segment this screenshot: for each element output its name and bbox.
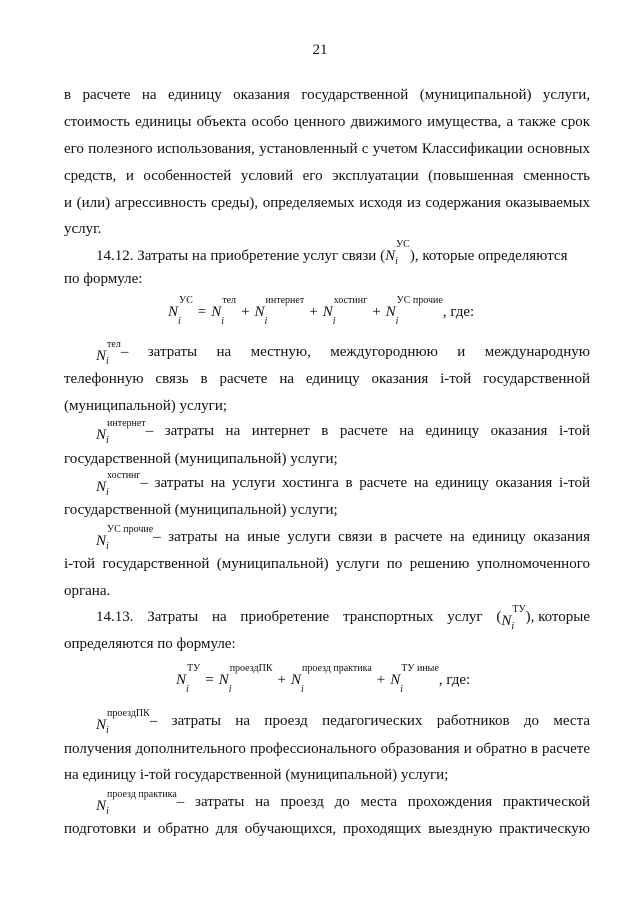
paragraph-line: по формуле: — [64, 271, 143, 287]
page-number: 21 — [312, 42, 328, 58]
paragraph-line: телефонную связь в расчете на единицу оказания i-той государственной — [64, 371, 590, 387]
paragraph-line: услуг. — [64, 221, 102, 237]
formula-symbol: $N^{УС}$ i — [385, 239, 410, 267]
definition-tel: $N^{тел}$ i – затраты на местную, междугороднюю и международную — [96, 339, 590, 367]
section-14-12-line1: 14.12. Затраты на приобретение услуг связи ($N^{УС}$ i ), которые определяются — [96, 239, 568, 267]
definition-internet: $N^{интернет}$ i – затраты на интернет в расчете на единицу оказания i-той — [96, 418, 590, 446]
paragraph-line: на единицу i-той государственной (муниципальной) услуги; — [64, 767, 449, 783]
formula-transport: $N^{ТУ}$ i = $N^{проездПК}$ i + $N^{проезд практика}$ i + $N^{ТУ иные}$ i , где: — [176, 663, 471, 695]
paragraph-line: и (или) агрессивность среды), определяемых исходя из содержания оказываемых — [64, 195, 590, 211]
paragraph-line: получения дополнительного профессионального образования и обратно в расчете — [64, 741, 590, 757]
paragraph-line: средств, и особенностей условий его эксплуатации (повышенная сменность — [64, 168, 590, 184]
paragraph-line: его полезного использования, установленный с учетом Классификации основных — [64, 141, 590, 157]
formula-symbol: $N^{ТУ}$ i — [501, 604, 526, 632]
formula-communications: $N^{УС}$ i = $N^{тел}$ i + $N^{интернет}$ i + $N^{хостинг}$ i + $N^{УС прочие}$ i , где: — [168, 295, 475, 327]
paragraph-line: i-той государственной (муниципальной) услуги по решению уполномоченного — [64, 556, 590, 572]
paragraph-line: государственной (муниципальной) услуги; — [64, 451, 338, 467]
paragraph-line: стоимость единицы объекта особо ценного движимого имущества, а также срок — [64, 114, 590, 130]
paragraph-line: в расчете на единицу оказания государственной (муниципальной) услуги, — [64, 87, 590, 103]
definition-proezd-practice: $N^{проезд практика}$ i – затраты на проезд до места прохождения практической — [96, 789, 590, 817]
definition-proezd-pk: $N^{проездПК}$ i – затраты на проезд педагогических работников до места — [96, 708, 590, 736]
definition-hosting: $N^{хостинг}$ i – затраты на услуги хостинга в расчете на единицу оказания i-той — [96, 470, 590, 498]
section-14-13-line1: 14.13. Затраты на приобретение транспортных услуг ( $N^{ТУ}$ i ), которые — [96, 604, 590, 632]
paragraph-line: органа. — [64, 583, 111, 599]
paragraph-line: государственной (муниципальной) услуги; — [64, 502, 338, 518]
paragraph-line: определяются по формуле: — [64, 636, 236, 652]
definition-other: $N^{УС прочие}$ i – затраты на иные услуги связи в расчете на единицу оказания — [96, 524, 590, 552]
paragraph-line: (муниципальной) услуги; — [64, 398, 228, 414]
paragraph-line: подготовки и обратно для обучающихся, проходящих выездную практическую — [64, 821, 590, 837]
